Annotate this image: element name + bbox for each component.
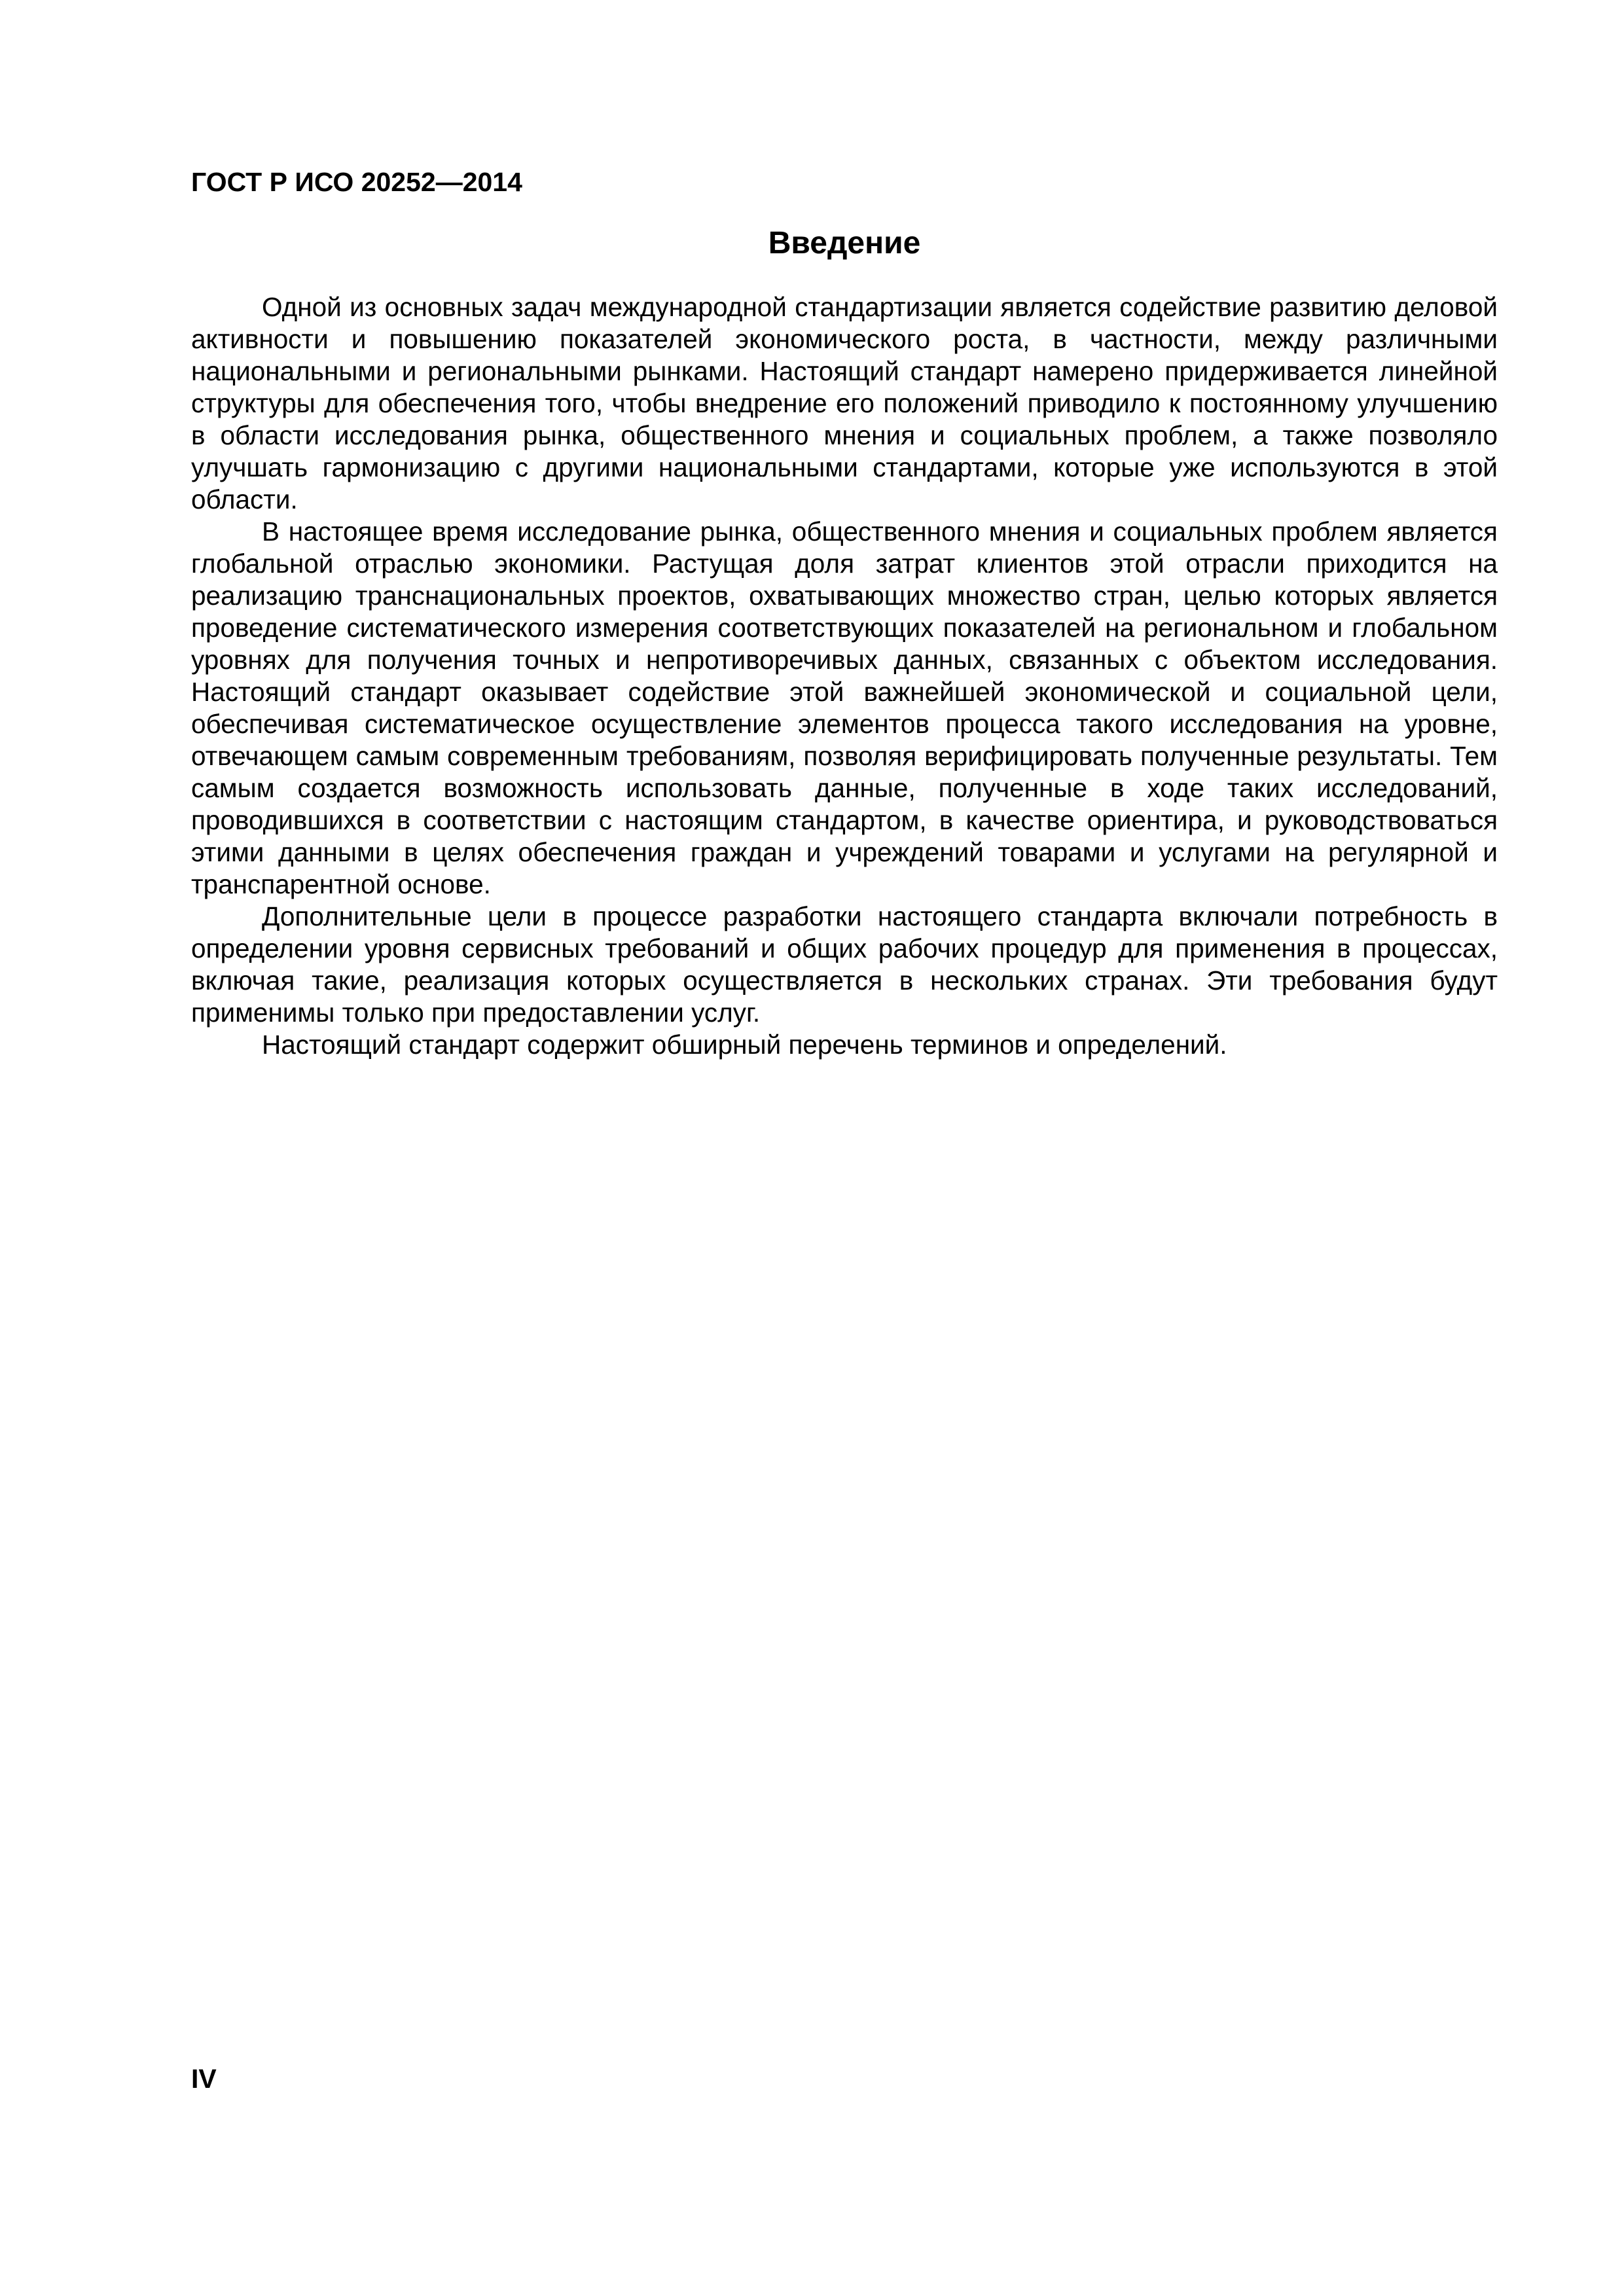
page-number: IV (191, 2064, 217, 2094)
paragraph: Настоящий стандарт содержит обширный перечень терминов и определений. (262, 1030, 1227, 1060)
paragraph: Дополнительные цели в процессе разработки настоящего стандарта включали потребность в определении уровня сервисных требований и общих рабочих процедур для применения в процессах, включая такие, реализация которых осуществляется в нескольких странах. Эти требования будут применимы только при предоставлении услуг. (191, 901, 1498, 1028)
paragraph: Одной из основных задач международной стандартизации является содействие развитию деловой активности и повышению показателей экономического роста, в частности, между различными национальными и региональными рынками. Настоящий стандарт намерено придерживается линейной структуры для обеспечения того, чтобы внедрение его положений приводило к постоянному улучшению в области исследования рынка, общественного мнения и социальных проблем, а также позволяло улучшать гармонизацию с другими национальными стандартами, которые уже используются в этой области. (191, 292, 1498, 514)
paragraph: В настоящее время исследование рынка, общественного мнения и социальных проблем является глобальной отраслью экономики. Растущая доля затрат клиентов этой отрасли приходится на реализацию транснациональных проектов, охватывающих множество стран, целью которых является проведение систематического измерения соответствующих показателей на региональном и глобальном уровнях для получения точных и непротиворечивых данных, связанных с объектом исследования. Настоящий стандарт оказывает содействие этой важнейшей экономической и социальной цели, обеспечивая систематическое осуществление элементов процесса такого исследования на уровне, отвечающем самым современным требованиям, позволяя верифицировать полученные результаты. Тем самым создается возможность использовать данные, полученные в ходе таких исследований, проводившихся в соответствии с настоящим стандартом, в качестве ориентира, и руководствоваться этими данными в целях обеспечения граждан и учреждений товарами и услугами на регулярной и транспарентной основе. (191, 516, 1498, 899)
document-code: ГОСТ Р ИСО 20252—2014 (191, 167, 522, 197)
section-title: Введение (768, 226, 921, 260)
body-text (191, 291, 1498, 1061)
